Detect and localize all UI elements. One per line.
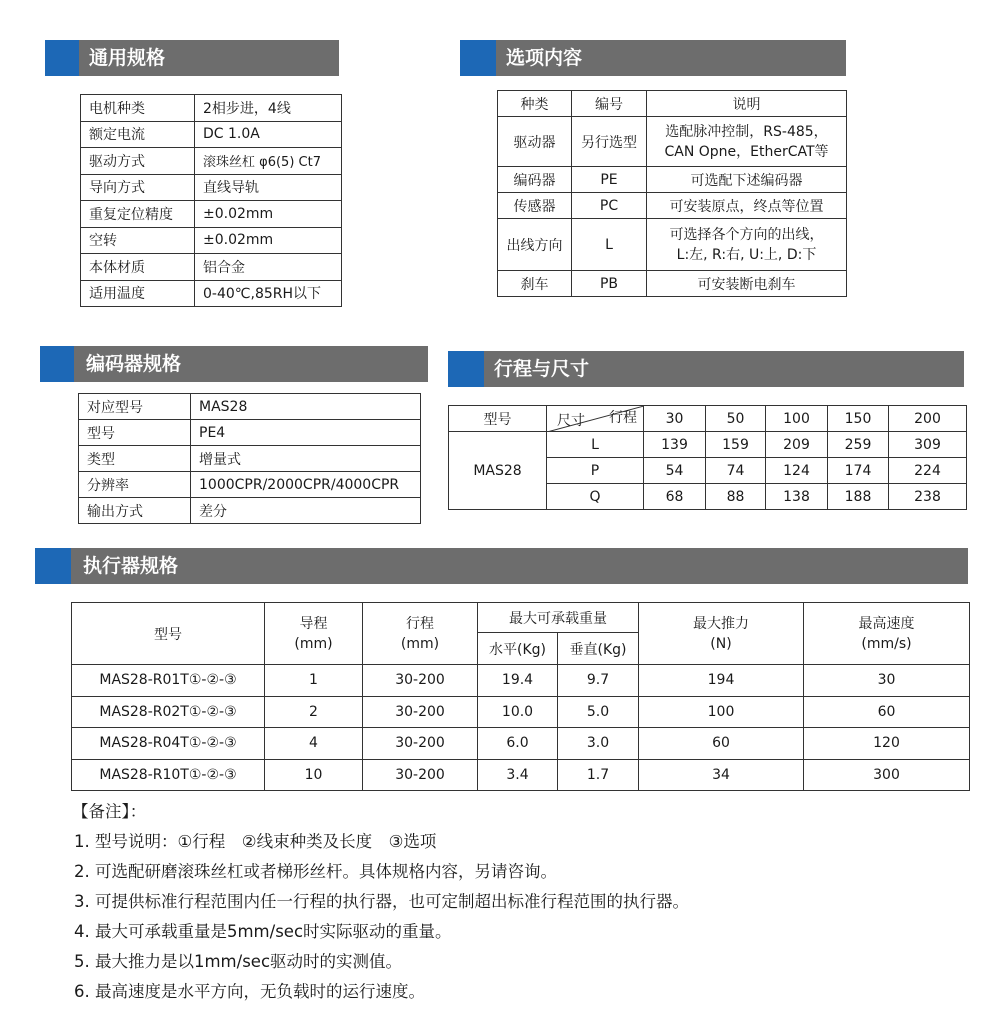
horizontal-cell: 19.4 [478,665,558,697]
table-row [72,728,970,760]
dimension-value: 88 [706,484,766,510]
size-stroke-header [547,406,644,432]
header-line: 最大推力 [693,615,749,632]
table-row [81,227,342,254]
table-row [72,696,970,728]
table-header-row [449,406,967,432]
option-desc [647,219,847,271]
option-code: PE [572,167,647,193]
stroke-value: 30 [644,406,706,432]
dimension-value: 159 [706,432,766,458]
lead-cell: 1 [265,665,363,697]
spec-label: 导向方式 [81,174,195,201]
spec-value: 铝合金 [195,254,342,281]
desc-line: L:左, R:右, U:上, D:下 [676,246,817,263]
lead-cell: 10 [265,759,363,791]
option-code: 另行选型 [572,117,647,167]
table-header-row [498,91,847,117]
header-unit: (mm) [400,635,440,652]
stroke-cell: 30-200 [363,696,478,728]
option-type: 刹车 [498,271,572,297]
spec-value: 直线导轨 [195,174,342,201]
spec-value: MAS28 [191,394,421,420]
spec-value: 增量式 [191,446,421,472]
actuator-specs-table [71,602,970,791]
option-type: 出线方向 [498,219,572,271]
dimension-value: 138 [766,484,828,510]
table-row [79,394,421,420]
header-line: 行程 [406,615,434,632]
header-unit: (N) [710,635,732,652]
table-row [81,121,342,148]
vertical-cell: 5.0 [558,696,639,728]
option-type: 编码器 [498,167,572,193]
spec-label: 类型 [79,446,191,472]
horizontal-cell: 10.0 [478,696,558,728]
option-desc [647,117,847,167]
table-row [498,167,847,193]
model-header: 型号 [449,406,547,432]
column-header: 说明 [647,91,847,117]
option-code: L [572,219,647,271]
horizontal-cell: 3.4 [478,759,558,791]
dimension-value: 188 [828,484,889,510]
dimension-value: 74 [706,458,766,484]
dimension-label: Q [547,484,644,510]
encoder-specs-table [78,393,421,524]
model-cell: MAS28 [449,432,547,510]
notes-title: 【备注】： [72,802,147,821]
section-title: 编码器规格 [86,353,182,375]
table-row [79,420,421,446]
thrust-cell: 194 [639,665,804,697]
size-label: 尺寸 [557,413,585,429]
dimension-value: 209 [766,432,828,458]
spec-value: 滚珠丝杠 φ6(5) Ct7 [195,148,342,175]
option-desc: 可选配下述编码器 [647,167,847,193]
section-title: 选项内容 [506,47,583,69]
model-cell: MAS28-R04T①-②-③ [72,728,265,760]
lead-cell: 2 [265,696,363,728]
spec-label: 型号 [79,420,191,446]
desc-line: 选配脉冲控制，RS-485， [665,123,828,140]
header-unit: (mm/s) [861,635,912,652]
table-header-row [72,603,970,633]
table-row [449,432,967,458]
spec-label: 本体材质 [81,254,195,281]
stroke-dimension-table [448,405,967,510]
speed-cell: 60 [804,696,970,728]
spec-value: 0-40℃,85RH以下 [195,280,342,307]
dimension-value: 68 [644,484,706,510]
table-row [498,117,847,167]
spec-label: 适用温度 [81,280,195,307]
option-desc: 可安装断电刹车 [647,271,847,297]
header-line: 最高速度 [858,615,915,632]
table-row [498,271,847,297]
dimension-value: 309 [889,432,967,458]
vertical-cell: 3.0 [558,728,639,760]
thrust-cell: 34 [639,759,804,791]
desc-line: CAN Opne，EtherCAT等 [664,143,829,160]
thrust-cell: 60 [639,728,804,760]
spec-label: 对应型号 [79,394,191,420]
stroke-label: 行程 [609,410,637,426]
spec-value: ±0.02mm [195,201,342,228]
model-header: 型号 [72,603,265,665]
spec-label: 额定电流 [81,121,195,148]
table-row [72,665,970,697]
spec-label: 输出方式 [79,498,191,524]
table-row [79,446,421,472]
speed-cell: 300 [804,759,970,791]
section-header-encoder [40,346,428,382]
table-row [81,174,342,201]
vertical-cell: 1.7 [558,759,639,791]
table-row [79,498,421,524]
option-code: PB [572,271,647,297]
option-type: 驱动器 [498,117,572,167]
spec-value: 1000CPR/2000CPR/4000CPR [191,472,421,498]
thrust-cell: 100 [639,696,804,728]
section-title: 通用规格 [89,47,166,69]
spec-value: DC 1.0A [195,121,342,148]
spec-label: 重复定位精度 [81,201,195,228]
lead-cell: 4 [265,728,363,760]
speed-header [804,603,970,665]
model-cell: MAS28-R10T①-②-③ [72,759,265,791]
option-desc: 可安装原点，终点等位置 [647,193,847,219]
dimension-value: 124 [766,458,828,484]
note-item: 5. 最大推力是以1mm/sec驱动时的实测值。 [74,952,403,971]
table-row [498,193,847,219]
column-header: 种类 [498,91,572,117]
note-item: 4. 最大可承载重量是5mm/sec时实际驱动的重量。 [74,922,452,941]
notes [72,797,972,1007]
spec-label: 空转 [81,227,195,254]
dimension-value: 238 [889,484,967,510]
note-item: 1. 型号说明：①行程 ②线束种类及长度 ③选项 [74,832,437,851]
section-title: 行程与尺寸 [494,358,590,380]
header-line: 导程 [299,615,328,632]
model-cell: MAS28-R01T①-②-③ [72,665,265,697]
table-row [79,472,421,498]
stroke-cell: 30-200 [363,728,478,760]
options-table [497,90,847,297]
dimension-value: 139 [644,432,706,458]
spec-value: 2相步进，4线 [195,95,342,122]
table-row [81,254,342,281]
stroke-cell: 30-200 [363,759,478,791]
section-header-actuator [35,548,968,584]
note-item: 3. 可提供标准行程范围内任一行程的执行器，也可定制超出标准行程范围的执行器。 [74,892,689,911]
section-header-options [460,40,846,76]
dimension-value: 54 [644,458,706,484]
vertical-cell: 9.7 [558,665,639,697]
stroke-value: 50 [706,406,766,432]
table-row [498,219,847,271]
spec-label: 分辨率 [79,472,191,498]
load-header: 最大可承载重量 [478,603,639,633]
section-title: 执行器规格 [83,555,179,577]
speed-cell: 120 [804,728,970,760]
stroke-value: 150 [828,406,889,432]
vertical-header: 垂直(Kg) [558,633,639,665]
dimension-label: L [547,432,644,458]
model-cell: MAS28-R02T①-②-③ [72,696,265,728]
stroke-header [363,603,478,665]
option-code: PC [572,193,647,219]
stroke-cell: 30-200 [363,665,478,697]
table-row [81,201,342,228]
note-item: 2. 可选配研磨滚珠丝杠或者梯形丝杆。具体规格内容，另请咨询。 [74,862,557,881]
dimension-value: 174 [828,458,889,484]
stroke-value: 100 [766,406,828,432]
note-item: 6. 最高速度是水平方向，无负载时的运行速度。 [74,982,425,1001]
header-unit: (mm) [294,635,333,652]
spec-label: 电机种类 [81,95,195,122]
desc-line: 可选择各个方向的出线， [669,226,824,243]
dimension-value: 259 [828,432,889,458]
section-header-stroke [448,351,964,387]
option-type: 传感器 [498,193,572,219]
lead-header [265,603,363,665]
spec-value: ±0.02mm [195,227,342,254]
horizontal-cell: 6.0 [478,728,558,760]
spec-value: PE4 [191,420,421,446]
dimension-label: P [547,458,644,484]
spec-label: 驱动方式 [81,148,195,175]
speed-cell: 30 [804,665,970,697]
table-row [72,759,970,791]
thrust-header [639,603,804,665]
section-header-general [45,40,339,76]
table-row [81,280,342,307]
spec-value: 差分 [191,498,421,524]
column-header: 编号 [572,91,647,117]
dimension-value: 224 [889,458,967,484]
general-specs-table [80,94,342,307]
table-row [81,148,342,175]
table-row [81,95,342,122]
stroke-value: 200 [889,406,967,432]
horizontal-header: 水平(Kg) [478,633,558,665]
